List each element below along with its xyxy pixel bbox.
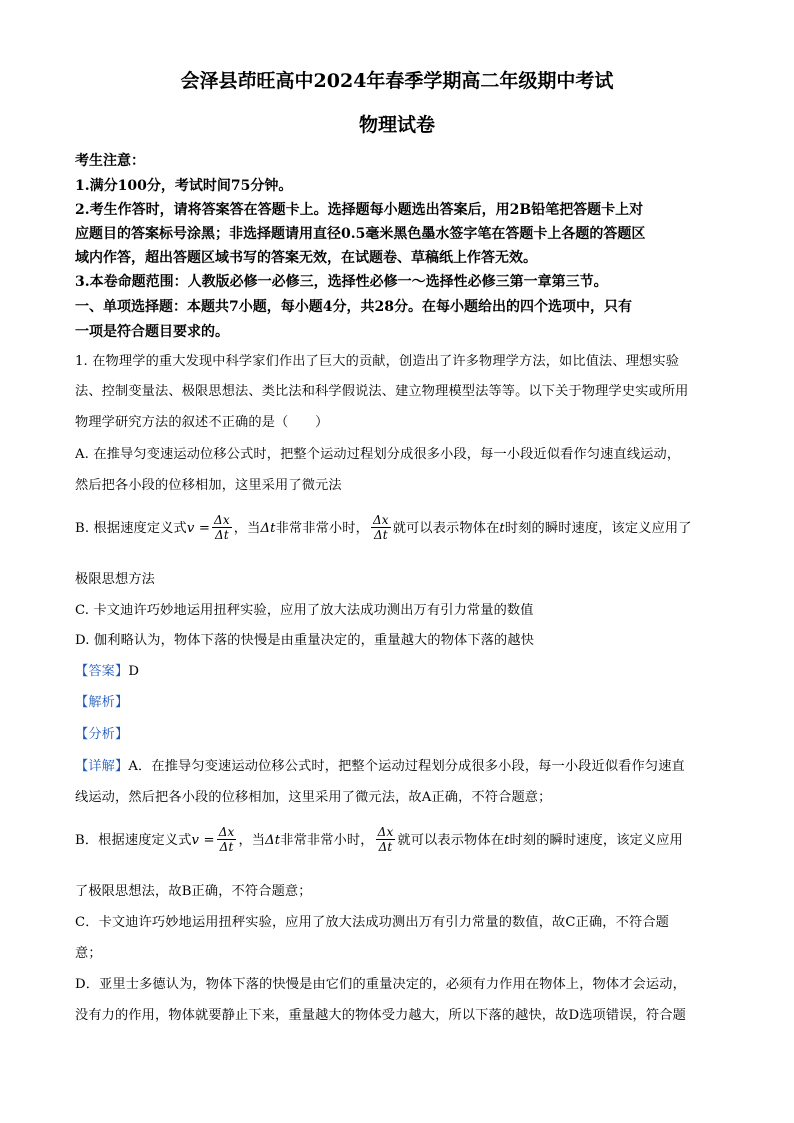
- fraction-denominator: Δt: [378, 840, 393, 854]
- detail-a-text-1: A．在推导匀变速运动位移公式时，把整个运动过程划分成很多小段，每一小段近似看作匀速直: [128, 759, 685, 774]
- question-stem-line1: 1. 在物理学的重大发现中科学家们作出了巨大的贡献，创造出了许多物理学方法，如比值法、理想实验: [75, 354, 680, 369]
- detail-c-line2: 意；: [75, 946, 102, 961]
- notice-item-1: 1.满分100分，考试时间75分钟。: [75, 178, 293, 194]
- section-heading-line1: 一、单项选择题：本题共7小题，每小题4分，共28分。在每小题给出的四个选项中，只有: [75, 299, 632, 315]
- option-b-text-3: 就可以表示物体在: [392, 521, 500, 536]
- detail-b-prefix: B．根据速度定义式: [75, 833, 192, 848]
- detail-a-line2: 线运动，然后把各小段的位移相加，这里采用了微元法，故A正确，不符合题意；: [75, 790, 552, 805]
- page-title: 会泽县茚旺高中2024年春季学期高二年级期中考试: [180, 70, 614, 92]
- question-stem-line2: 法、控制变量法、极限思想法、类比法和科学假说法、建立物理模型法等等。以下关于物理学史实或所用: [75, 384, 689, 399]
- fraction-denominator: Δt: [219, 840, 234, 854]
- option-b-text-1: ，当: [233, 521, 261, 536]
- detail-d-line1: D．亚里士多德认为，物体下落的快慢是由它们的重量决定的，必须有力作用在物体上，物体才会运动，: [75, 977, 686, 992]
- notice-item-3: 3.本卷命题范围：人教版必修一必修三，选择性必修一～选择性必修三第一章第三节。: [75, 274, 608, 290]
- velocity-symbol: v =: [186, 521, 211, 536]
- detail-a-line1: [75, 755, 725, 774]
- delta-t-symbol: Δt: [265, 833, 281, 848]
- detail-b-line1: [75, 823, 725, 859]
- detail-c-line1: C．卡文迪许巧妙地运用扭秤实验，应用了放大法成功测出万有引力常量的数值，故C正确，不符合题: [75, 915, 669, 930]
- notice-item-2-line1: 2.考生作答时，请将答案答在答题卡上。选择题每小题选出答案后，用2B铅笔把答题卡上对: [75, 202, 644, 218]
- answer-tag: 【答案】: [75, 664, 129, 679]
- velocity-symbol: v =: [191, 833, 215, 848]
- fraction-numerator: Δx: [377, 825, 394, 839]
- option-b-line2: 极限思想方法: [75, 572, 156, 587]
- time-symbol: t: [499, 521, 505, 536]
- delta-t-symbol: Δt: [260, 521, 276, 536]
- option-b-suffix: 时刻的瞬时速度，该定义应用了: [504, 521, 692, 536]
- answer-line: [75, 660, 725, 679]
- detail-b-line2: 了极限思想法，故B正确，不符合题意；: [75, 884, 312, 899]
- detail-b-text-3: 就可以表示物体在: [397, 833, 505, 848]
- fraction-denominator: Δt: [373, 528, 388, 542]
- detail-b-text-1: ，当: [238, 833, 266, 848]
- analysis-tag: 【解析】: [75, 695, 129, 710]
- option-b-prefix: B. 根据速度定义式: [75, 521, 187, 536]
- fenxi-line: [75, 723, 725, 742]
- fraction-numerator: Δx: [372, 513, 389, 527]
- delta-x-over-delta-t-fraction: [212, 513, 232, 542]
- notice-item-2-line3: 域内作答，超出答题区域书写的答案无效，在试题卷、草稿纸上作答无效。: [75, 250, 537, 266]
- option-c: C. 卡文迪许巧妙地运用扭秤实验，应用了放大法成功测出万有引力常量的数值: [75, 603, 534, 618]
- notice-item-2-line2: 应题目的答案标号涂黑；非选择题请用直径0.5毫米黑色墨水签字笔在答题卡上各题的答题区: [75, 226, 646, 242]
- detail-d-line2: 没有力的作用，物体就要静止下来，重量越大的物体受力越大，所以下落的越快，故D选项错误，符合题: [75, 1008, 686, 1023]
- option-b-text-2: 非常非常小时，: [275, 521, 369, 536]
- section-heading-line2: 一项是符合题目要求的。: [75, 324, 229, 340]
- delta-x-over-delta-t-fraction: [376, 825, 396, 854]
- delta-x-over-delta-t-fraction: [371, 513, 391, 542]
- detail-tag: 【详解】: [75, 759, 129, 774]
- option-a-line1: A. 在推导匀变速运动位移公式时，把整个运动过程划分成很多小段，每一小段近似看作匀速直线运动，: [75, 447, 681, 462]
- page-subtitle: 物理试卷: [358, 114, 435, 136]
- option-a-line2: 然后把各小段的位移相加，这里采用了微元法: [75, 478, 342, 493]
- notice-heading: 考生注意：: [75, 153, 145, 169]
- answer-value: D: [128, 664, 140, 679]
- delta-x-over-delta-t-fraction: [217, 825, 237, 854]
- option-b-line1: [75, 511, 725, 547]
- time-symbol: t: [504, 833, 510, 848]
- question-stem-line3: 物理学研究方法的叙述不正确的是（ ）: [75, 415, 329, 430]
- fraction-numerator: Δx: [214, 513, 230, 527]
- analysis-line: [75, 691, 725, 710]
- detail-b-text-2: 非常非常小时，: [280, 833, 374, 848]
- fraction-denominator: Δt: [215, 528, 229, 542]
- fraction-numerator: Δx: [218, 825, 235, 839]
- fenxi-tag: 【分析】: [75, 727, 129, 742]
- detail-b-suffix: 时刻的瞬时速度，该定义应用: [509, 833, 683, 848]
- option-d: D. 伽利略认为，物体下落的快慢是由重量决定的，重量越大的物体下落的越快: [75, 633, 535, 648]
